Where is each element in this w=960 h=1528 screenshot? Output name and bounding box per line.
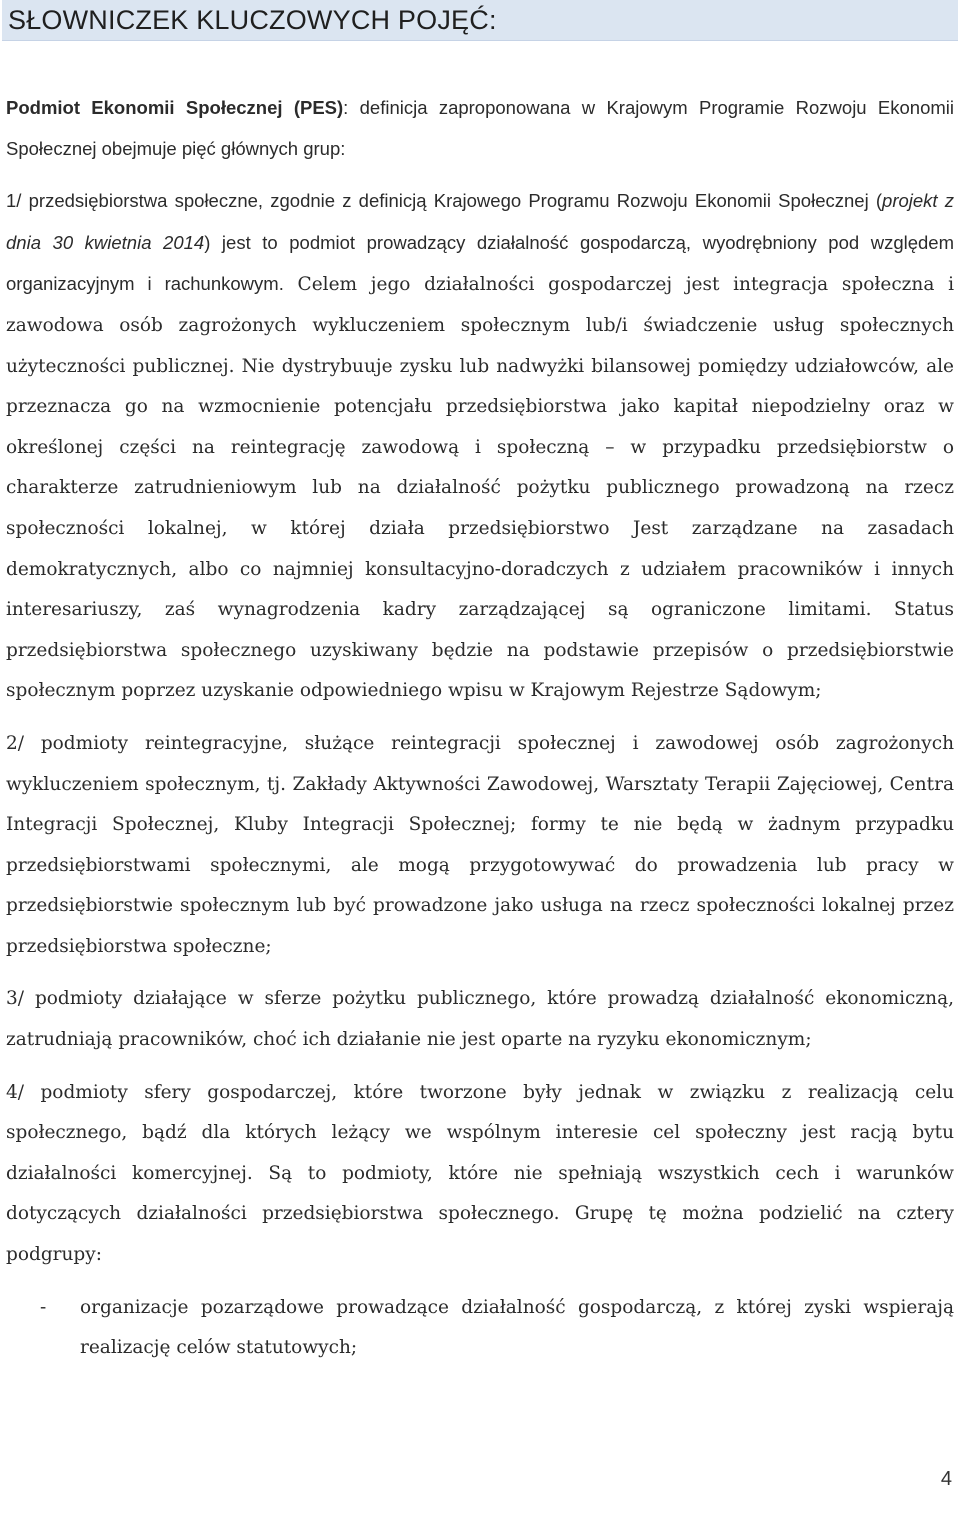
section-header: [2, 0, 958, 41]
definition-text: : definicja zaproponowana w Krajowym Programie Rozwoju Ekonomii Społecznej obejmuje pięć głównych grup:: [6, 97, 954, 159]
page-number: 4: [940, 1468, 952, 1490]
group-3-paragraph: 3/ podmioty działające w sferze pożytku publicznego, które prowadzą działalność ekonomiczną, zatrudniają pracowników, choć ich działanie nie jest oparte na ryzyku ekonomicznym;: [6, 988, 954, 1051]
section-title: SŁOWNICZEK KLUCZOWYCH POJĘĆ:: [8, 5, 497, 35]
group-1-text-b: ) jest to podmiot prowadzący działalność gospodarczą, wyodrębniony pod względem organizacyjnym i rachunkowym.: [6, 231, 955, 295]
group-4-paragraph: 4/ podmioty sfery gospodarczej, które tworzone były jednak w związku z realizacją celu społecznego, bądź dla których leżący we wspólnym interesie cel społeczny jest racją bytu działalności komercyjnej. Są to podmioty, które nie spełniają wszystkich cech i warunków dotyczących działalności przedsiębiorstwa społecznego. Grupę tę można podzielić na cztery podgrupy:: [6, 1081, 954, 1266]
group-1-italic: projekt z dnia 30 kwietnia 2014: [6, 190, 954, 253]
list-item-text: organizacje pozarządowe prowadzące działalność gospodarczą, z której zyski wspierają realizację celów statutowych;: [80, 1296, 954, 1359]
group-1-text-c: Celem jego działalności gospodarczej jest integracja społeczna i zawodowa osób zagrożonych wykluczeniem społecznym lub/i świadczenie usług społecznych użyteczności publicznej. Nie dystrybuuje zysku lub nadwyżki bilansowej pomiędzy udziałowców, ale przeznacza go na wzmocnienie potencjału przedsiębiorstwa jako kapitał niepodzielny oraz w określonej części na reintegrację zawodową i społeczną – w przypadku przedsiębiorstw o charakterze zatrudnieniowym lub na działalność pożytku publicznego prowadzoną na rzecz społeczności lokalnej, w której działa przedsiębiorstwo Jest zarządzane na zasadach demokratycznych, albo co najmniej konsultacyjno-doradczych z udziałem pracowników i innych interesariuszy, zaś wynagrodzenia kadry zarządzającej są ograniczone limitami. Status przedsiębiorstwa społecznego uzyskiwany będzie na podstawie przepisów o przedsiębiorstwie społecznym poprzez uzyskanie odpowiedniego wpisu w Krajowym Rejestrze Sądowym;: [6, 274, 955, 702]
list-dash: -: [40, 1296, 47, 1318]
group-2-paragraph: 2/ podmioty reintegracyjne, służące reintegracji społecznej i zawodowej osób zagrożonych wykluczeniem społecznym, tj. Zakłady Aktywności Zawodowej, Warsztaty Terapii Zajęciowej, Centra Integracji Społecznej, Kluby Integracji Społecznej; formy te nie będą w żadnym przypadku przedsiębiorstwami społecznymi, ale mogą przygotowywać do prowadzenia lub pracy w przedsiębiorstwie społecznym lub być prowadzone jako usługa na rzecz społeczności lokalnej przez przedsiębiorstwa społeczne;: [6, 732, 954, 957]
list-item: [6, 1288, 954, 1369]
subgroup-list: [6, 1288, 954, 1369]
group-1-text-a: 1/ przedsiębiorstwa społeczne, zgodnie z definicją Krajowego Programu Rozwoju Ekonomii Społecznej (: [6, 190, 883, 212]
pes-definition: [6, 88, 954, 169]
group-1-paragraph: [6, 181, 954, 712]
document-body: [6, 88, 954, 1369]
defined-term: Podmiot Ekonomii Społecznej (PES): [6, 97, 344, 118]
